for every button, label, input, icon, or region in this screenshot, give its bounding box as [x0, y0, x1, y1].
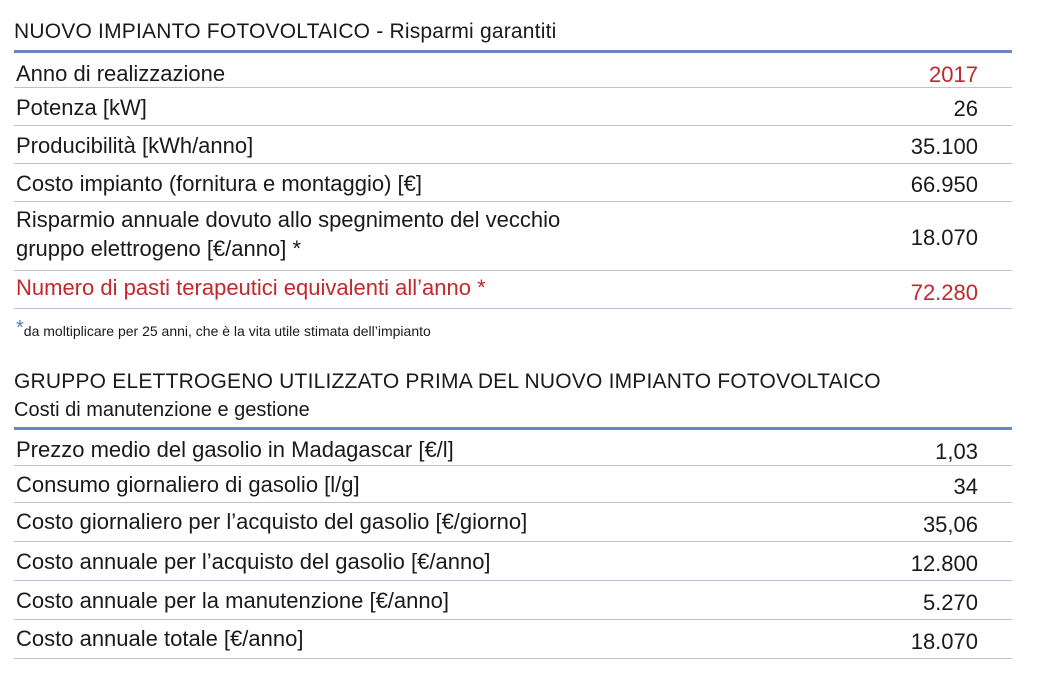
row-label: Costo annuale per la manutenzione [€/anno] — [16, 588, 449, 613]
row-value: 5.270 — [922, 590, 978, 615]
row-value: 18.070 — [910, 629, 978, 654]
table-row — [14, 164, 1012, 202]
row-value: 35,06 — [922, 512, 978, 537]
row-value: 34 — [953, 474, 978, 499]
table-row — [14, 503, 1012, 542]
row-label: Potenza [kW] — [16, 95, 147, 120]
row-label: Producibilità [kWh/anno] — [16, 133, 254, 158]
table-row — [14, 271, 1012, 309]
table-row — [14, 427, 1012, 466]
table-row — [14, 50, 1012, 88]
footnote — [16, 317, 431, 340]
table-row — [14, 466, 1012, 503]
row-value: 1,03 — [935, 439, 978, 464]
row-label: Prezzo medio del gasolio in Madagascar [€/l] — [16, 437, 454, 462]
row-value: 26 — [953, 96, 978, 121]
section1-title: NUOVO IMPIANTO FOTOVOLTAICO - Risparmi garantiti — [14, 20, 557, 43]
table-row — [14, 88, 1012, 126]
row-value: 72.280 — [910, 280, 978, 305]
footnote-asterisk-icon: * — [16, 317, 24, 339]
row-value: 18.070 — [910, 225, 978, 250]
table-row — [14, 581, 1012, 620]
row-label-line1: Risparmio annuale dovuto allo spegnimento del vecchio — [16, 207, 561, 232]
row-label-line2: gruppo elettrogeno [€/anno] * — [16, 236, 302, 261]
row-label: Anno di realizzazione — [16, 61, 226, 86]
row-label: Costo annuale per l’acquisto del gasolio [€/anno] — [16, 549, 491, 574]
row-label: Costo annuale totale [€/anno] — [16, 626, 304, 651]
row-label — [16, 273, 486, 302]
row-label-text: Numero di pasti terapeutici equivalenti all’anno — [16, 275, 471, 300]
row-label: Costo giornaliero per l’acquisto del gasolio [€/giorno] — [16, 509, 528, 534]
table-row — [14, 202, 1012, 271]
row-value: 35.100 — [910, 134, 978, 159]
section2-subtitle: Costi di manutenzione e gestione — [14, 399, 310, 421]
table-row — [14, 542, 1012, 581]
row-label: Consumo giornaliero di gasolio [l/g] — [16, 472, 360, 497]
row-label: Costo impianto (fornitura e montaggio) [€] — [16, 171, 422, 196]
table-row — [14, 126, 1012, 164]
row-value: 2017 — [929, 62, 978, 87]
row-value: 12.800 — [910, 551, 978, 576]
asterisk-icon: * — [477, 275, 486, 300]
table-row — [14, 620, 1012, 659]
row-value: 66.950 — [910, 172, 978, 197]
section2-title: GRUPPO ELETTROGENO UTILIZZATO PRIMA DEL NUOVO IMPIANTO FOTOVOLTAICO — [14, 370, 881, 393]
footnote-text: da moltiplicare per 25 anni, che è la vita utile stimata dell’impianto — [23, 323, 431, 339]
